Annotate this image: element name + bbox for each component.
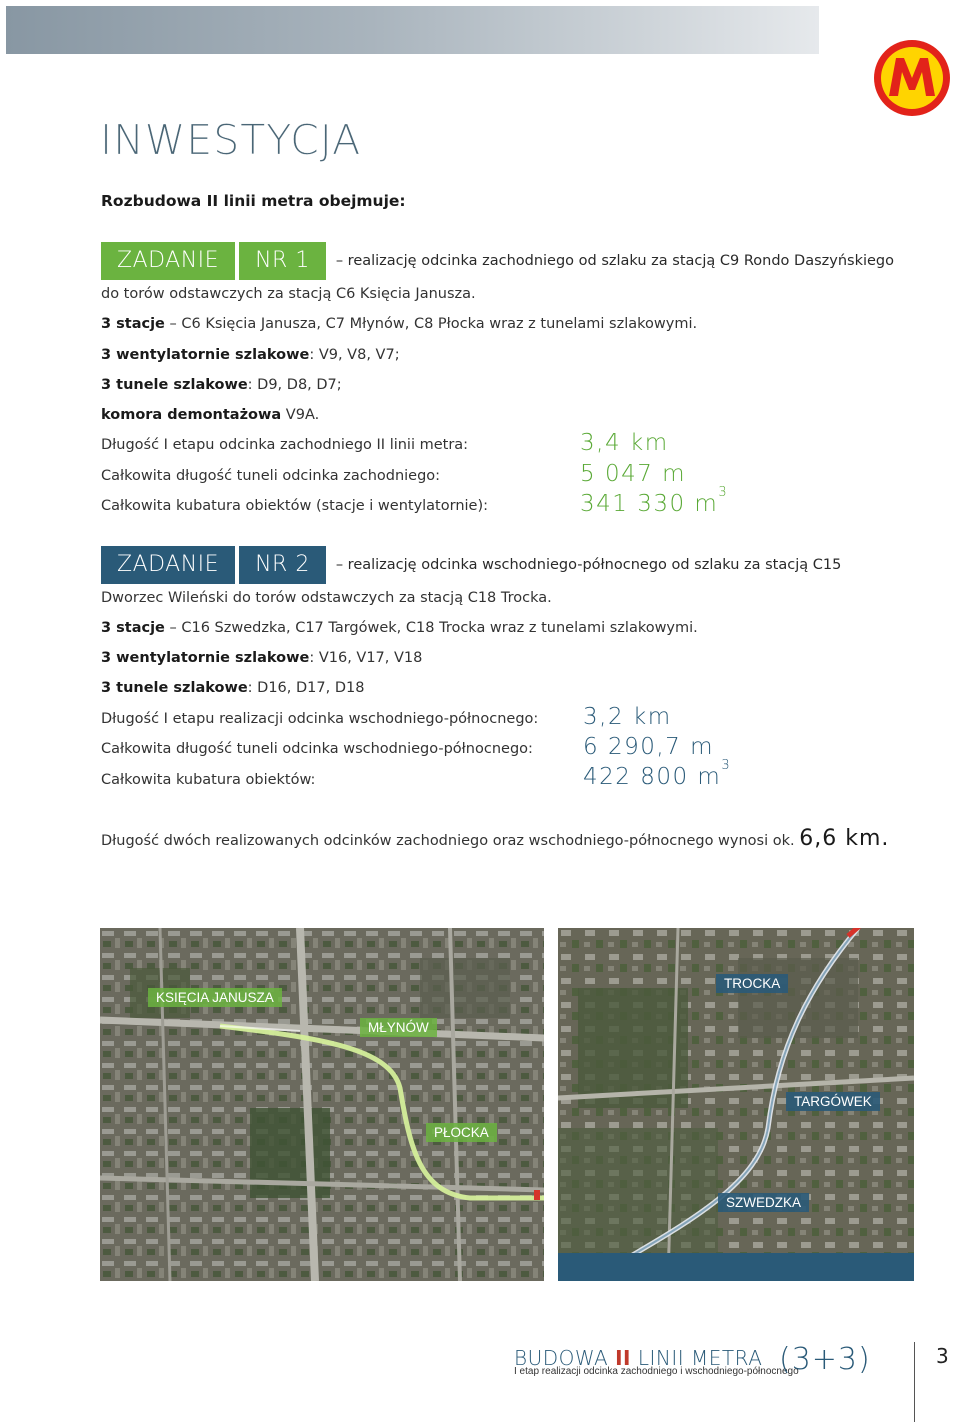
task1-vents: 3 wentylatornie szlakowe: V9, V8, V7; [101, 347, 400, 363]
task1-tunnels: 3 tunele szlakowe: D9, D8, D7; [101, 377, 342, 393]
task1-badge-label: ZADANIE [101, 242, 235, 280]
map-east [558, 928, 914, 1281]
task1-chamber: komora demontażowa V9A. [101, 407, 320, 423]
task2-vents: 3 wentylatornie szlakowe: V16, V17, V18 [101, 650, 423, 666]
task2-stat-value: 6 290,7 m [583, 734, 715, 760]
footer-divider [914, 1342, 915, 1422]
summary-line: Długość dwóch realizowanych odcinków zachodniego oraz wschodniego-północnego wynosi ok. 6,6 km. [101, 826, 890, 851]
footer-subtitle: I etap realizacji odcinka zachodniego i wschodniego-północnego [514, 1366, 799, 1377]
task1-stat-value: 341 330 $m^3$ [580, 485, 729, 517]
task1-stat-label: Całkowita kubatura obiektów (stacje i wentylatornie): [101, 498, 489, 514]
task2-badge-label: ZADANIE [101, 546, 235, 584]
task1-stations: 3 stacje – C6 Księcia Janusza, C7 Młynów, C8 Płocka wraz z tunelami szlakowymi. [101, 316, 698, 332]
task1-description: – realizację odcinka zachodniego od szlaku za stacją C9 Rondo Daszyńskiego [335, 253, 894, 269]
station-label-trocka: TROCKA [716, 974, 788, 993]
intro-heading: Rozbudowa II linii metra obejmuje: [101, 192, 406, 210]
station-label-szwedzka: SZWEDZKA [718, 1193, 809, 1212]
station-label-plocka: PŁOCKA [426, 1123, 497, 1142]
task2-tunnels: 3 tunele szlakowe: D16, D17, D18 [101, 680, 365, 696]
page-number: 3 [936, 1344, 949, 1368]
map-west [100, 928, 544, 1281]
task1-stat-label: Całkowita długość tuneli odcinka zachodniego: [101, 468, 441, 484]
task2-stat-label: Całkowita kubatura obiektów: [101, 772, 316, 788]
task1-stat-label: Długość I etapu odcinka zachodniego II linii metra: [101, 437, 469, 453]
metro-logo-icon [872, 38, 952, 118]
page-title: INWESTYCJA [100, 116, 362, 164]
station-label-targowek: TARGÓWEK [786, 1092, 880, 1111]
task1-header [101, 242, 894, 280]
footer-paren: (3+3) [779, 1342, 871, 1377]
task2-header [101, 546, 841, 584]
header-band [6, 6, 819, 54]
footer-title: BUDOWA II LINII METRA [514, 1346, 763, 1370]
task2-stat-label: Długość I etapu realizacji odcinka wschodniego-północnego: [101, 711, 539, 727]
task1-stat-value: 3,4 km [580, 430, 669, 456]
task2-stat-value: 422 800 $m^3$ [583, 758, 732, 790]
task2-stat-value: 3,2 km [583, 704, 672, 730]
station-label-mlynow: MŁYNÓW [360, 1018, 437, 1037]
task1-description-cont: do torów odstawczych za stacją C6 Księcia Janusza. [101, 286, 476, 302]
task1-stat-value: 5 047 m [580, 461, 687, 487]
station-label-ksiecia-janusza: KSIĘCIA JANUSZA [148, 988, 282, 1007]
task2-stat-label: Całkowita długość tuneli odcinka wschodniego-północnego: [101, 741, 533, 757]
task2-badge-number: NR 2 [239, 546, 326, 584]
task1-badge-number: NR 1 [239, 242, 326, 280]
task2-description: – realizację odcinka wschodniego-północnego od szlaku za stacją C15 [335, 557, 842, 573]
task2-stations: 3 stacje – C16 Szwedzka, C17 Targówek, C18 Trocka wraz z tunelami szlakowymi. [101, 620, 698, 636]
task2-description-cont: Dworzec Wileński do torów odstawczych za stacją C18 Trocka. [101, 590, 552, 606]
